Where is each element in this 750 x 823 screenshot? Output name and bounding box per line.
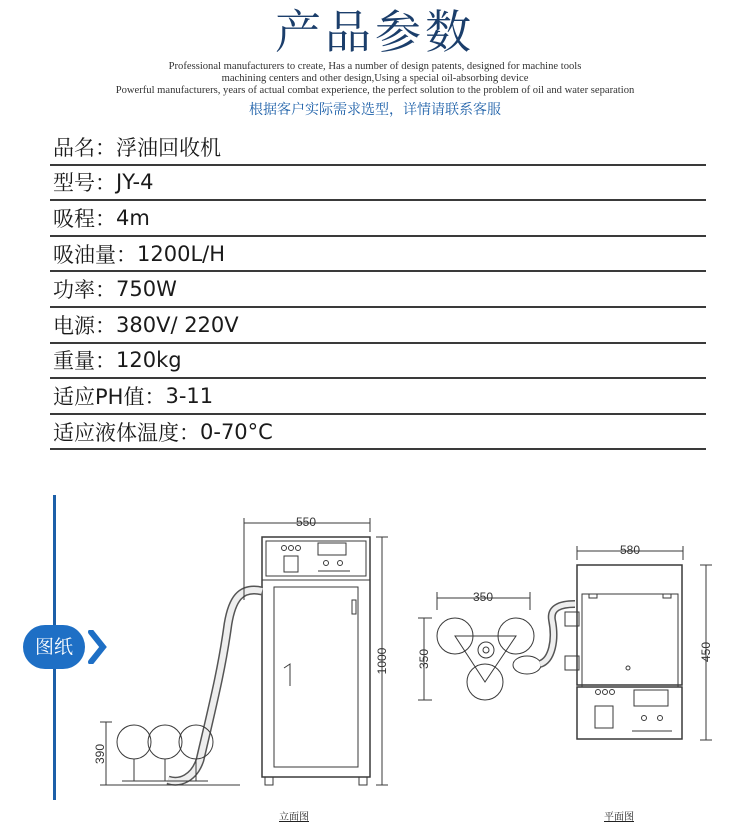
english-description-line-3: Powerful manufacturers, years of actual combat experience, the perfect solution to the problem of oil and water separation (115, 85, 635, 96)
spec-value: 4m (116, 205, 150, 230)
english-description-line-1: Professional manufacturers to create, Has a number of design patents, designed for machine tools (168, 61, 582, 72)
spec-label: 重量： (53, 349, 116, 374)
spec-value: 3-11 (165, 383, 214, 408)
top-width-dimension: 580 (619, 543, 641, 557)
page-title: 产品参数 (275, 5, 475, 59)
spec-label: 功率： (53, 278, 116, 303)
spec-value: 380V/ 220V (116, 312, 239, 337)
spec-row-weight (50, 344, 706, 380)
drawing-tag: 图纸 (23, 625, 85, 669)
spec-row-oil-capacity (50, 237, 706, 273)
spec-row-temperature (50, 415, 706, 451)
spec-row-suction-range (50, 201, 706, 237)
top-view-cabinet (565, 546, 712, 740)
float-height-dimension: 390 (93, 743, 107, 765)
top-view-caption: 平面图 (604, 812, 634, 823)
spec-row-supply (50, 308, 706, 344)
spec-label: 适应液体温度： (53, 420, 200, 445)
english-description-line-2: machining centers and other design,Using a special oil-absorbing device (221, 73, 529, 84)
spec-value: JY-4 (116, 170, 154, 195)
float-height-dimension-plan: 350 (417, 648, 431, 670)
spec-value: 750W (116, 277, 177, 302)
spec-row-power (50, 272, 706, 308)
spec-value: 120kg (116, 348, 182, 373)
spec-table (50, 130, 706, 450)
spec-value: 0-70°C (200, 419, 273, 444)
spec-label: 吸油量： (53, 242, 137, 267)
spec-row-model (50, 166, 706, 202)
spec-row-ph (50, 379, 706, 415)
technical-drawing (0, 490, 750, 810)
top-depth-dimension: 450 (699, 641, 713, 663)
spec-label: 品名： (53, 135, 116, 160)
front-height-dimension: 1000 (375, 647, 389, 675)
spec-label: 型号： (53, 171, 116, 196)
front-view-cabinet (262, 537, 370, 785)
spec-label: 适应PH值： (53, 384, 166, 409)
front-view-caption: 立面图 (279, 812, 309, 823)
spec-label: 电源： (53, 313, 116, 338)
spec-row-product-name (50, 130, 706, 166)
front-width-dimension: 550 (295, 515, 317, 529)
float-plan-view (418, 592, 575, 700)
spec-value: 1200L/H (137, 241, 226, 266)
float-width-dimension: 350 (472, 590, 494, 604)
spec-label: 吸程： (53, 206, 116, 231)
selection-subtitle: 根据客户实际需求选型，详情请联系客服 (249, 102, 501, 118)
spec-value: 浮油回收机 (116, 135, 221, 160)
